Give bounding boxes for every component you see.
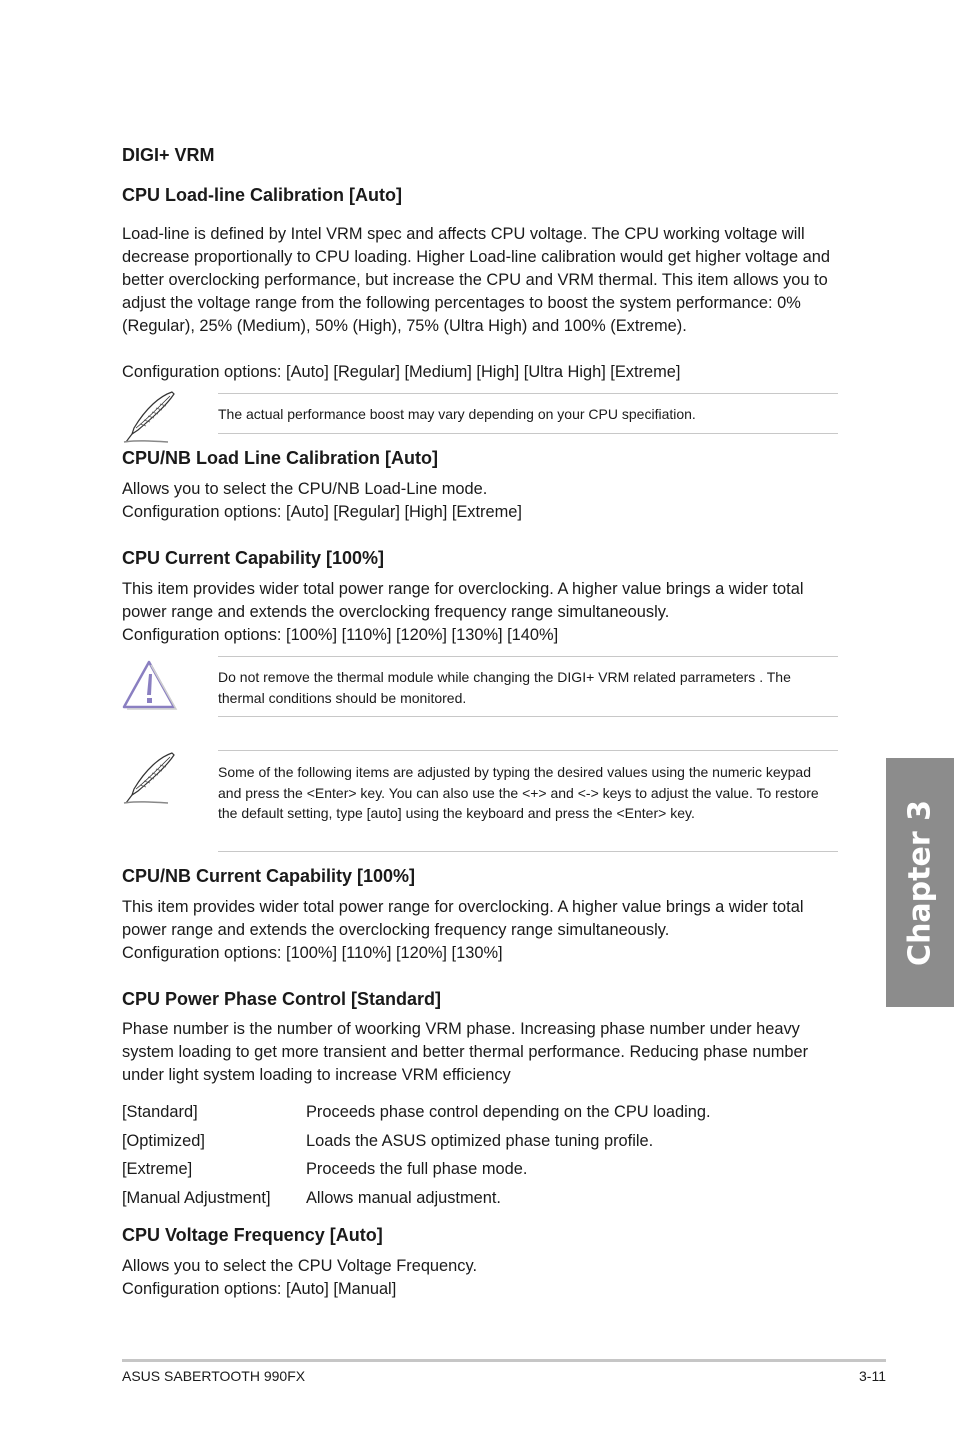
- option-key: [Optimized]: [122, 1132, 205, 1150]
- body-cpunb-current: This item provides wider total power range for overclocking. A higher value brings a wider total power range and extends the overclocking frequency range simultaneously.: [122, 898, 804, 939]
- note-text-3: Some of the following items are adjusted by typing the desired values using the numeric keypad and press the <Enter> key. You can also use the <+> and <-> keys to adjust the value. To restore the default setting, type [auto] using the keyboard and press the <Enter> key.: [218, 764, 819, 821]
- body-cpu-load-line: Load-line is defined by Intel VRM spec and affects CPU voltage. The CPU working voltage will decrease proportionally to CPU loading. Higher Load-line calibration would get higher voltage and better overclocking performance, but increase the CPU and VRM thermal. This item allows you to adjust the voltage range from the following percentages to boost the system performance: 0% (Regular), 25% (Medium), 50% (High), 75% (Ultra High) and 100% (Extreme).: [122, 225, 830, 335]
- option-desc: Loads the ASUS optimized phase tuning profile.: [306, 1132, 654, 1150]
- config-cpunb-current: Configuration options: [100%] [110%] [120%] [130%]: [122, 944, 503, 962]
- chapter-tab-label: Chapter 3: [902, 799, 938, 966]
- warning-icon: [122, 659, 178, 717]
- note-text-2: Do not remove the thermal module while changing the DIGI+ VRM related parrameters . The thermal conditions should be monitored.: [218, 669, 791, 706]
- config-voltage-frequency: Configuration options: [Auto] [Manual]: [122, 1280, 397, 1298]
- footer-page-number: 3-11: [859, 1368, 886, 1384]
- pen-note-icon: [122, 751, 180, 811]
- note-box-1: [218, 393, 838, 434]
- option-desc: Allows manual adjustment.: [306, 1189, 501, 1207]
- body-power-phase: Phase number is the number of woorking VRM phase. Increasing phase number under heavy system loading to get more transient and better thermal performance. Reducing phase number under light system loading to increase VRM efficiency: [122, 1020, 809, 1084]
- option-key: [Standard]: [122, 1103, 198, 1121]
- option-key: [Manual Adjustment]: [122, 1189, 271, 1207]
- heading-cpunb-load-line: CPU/NB Load Line Calibration [Auto]: [122, 448, 438, 468]
- footer-divider: [122, 1359, 886, 1362]
- body-cpunb-load-line: Allows you to select the CPU/NB Load-Line mode.: [122, 480, 488, 498]
- heading-cpu-current: CPU Current Capability [100%]: [122, 548, 385, 568]
- config-cpu-load-line: Configuration options: [Auto] [Regular] [Medium] [High] [Ultra High] [Extreme]: [122, 363, 681, 381]
- note-text-1: The actual performance boost may vary depending on your CPU specifiation.: [218, 406, 696, 422]
- heading-power-phase: CPU Power Phase Control [Standard]: [122, 989, 442, 1009]
- body-cpu-current: This item provides wider total power range for overclocking. A higher value brings a wider total power range and extends the overclocking frequency range simultaneously.: [122, 580, 804, 621]
- option-desc: Proceeds phase control depending on the CPU loading.: [306, 1103, 711, 1121]
- heading-cpunb-current: CPU/NB Current Capability [100%]: [122, 866, 416, 886]
- config-cpu-current: Configuration options: [100%] [110%] [120%] [130%] [140%]: [122, 626, 559, 644]
- heading-cpu-load-line: CPU Load-line Calibration [Auto]: [122, 185, 402, 205]
- heading-voltage-frequency: CPU Voltage Frequency [Auto]: [122, 1225, 383, 1245]
- note-box-2: [218, 656, 838, 717]
- option-desc: Proceeds the full phase mode.: [306, 1160, 528, 1178]
- chapter-tab: [886, 758, 954, 1007]
- option-key: [Extreme]: [122, 1160, 193, 1178]
- footer-product: ASUS SABERTOOTH 990FX: [122, 1368, 306, 1384]
- config-cpunb-load-line: Configuration options: [Auto] [Regular] [High] [Extreme]: [122, 503, 522, 521]
- note-box-3: [218, 750, 838, 852]
- body-voltage-frequency: Allows you to select the CPU Voltage Frequency.: [122, 1257, 478, 1275]
- section-title: DIGI+ VRM: [122, 145, 215, 165]
- pen-note-icon: [122, 390, 180, 450]
